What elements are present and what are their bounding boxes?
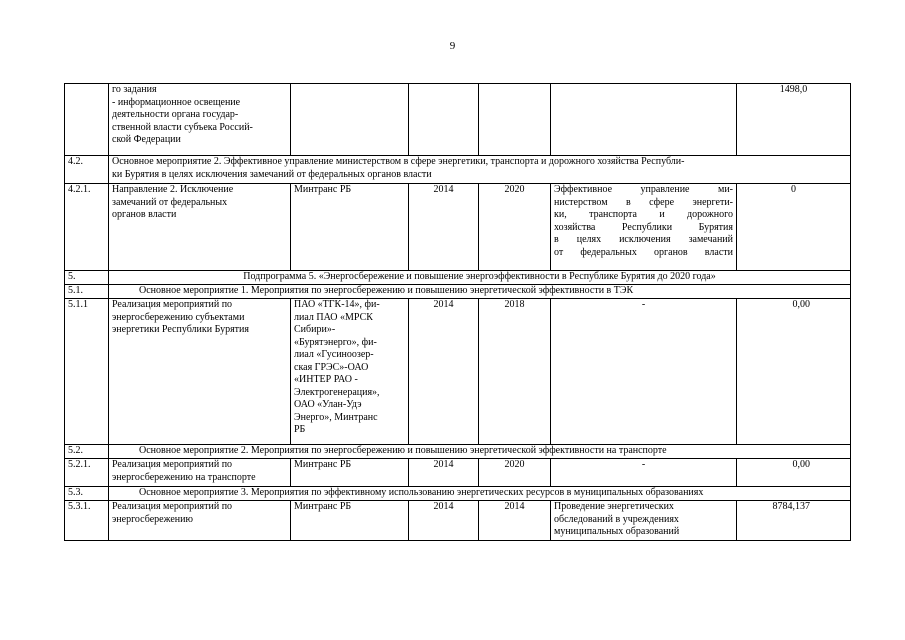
table-row bbox=[65, 184, 851, 271]
row-number-cell: 5. bbox=[65, 271, 109, 285]
row-name-cell bbox=[109, 459, 291, 487]
page-number: 9 bbox=[449, 40, 456, 52]
row-result-cell: - bbox=[551, 299, 737, 445]
row-end-cell: 2014 bbox=[479, 501, 551, 541]
row-executor-cell: Минтранс РБ bbox=[291, 459, 409, 487]
row-result-cell bbox=[551, 184, 737, 271]
row-name-cell bbox=[109, 299, 291, 445]
row-end-cell bbox=[479, 84, 551, 156]
row-end-cell: 2020 bbox=[479, 459, 551, 487]
executor-list: ПАО «ТГК-14», фи- лиал ПАО «МРСК Сибири»- «Бурятэнерго», фи- лиал «Гусиноозер- ская ГРЭС»-ОАО «ИНТЕР РАО - Электрогенерация», ОАО «Улан-Удэ Энерго», Минтранс РБ bbox=[294, 299, 380, 435]
section-heading-cell: Основное мероприятие 1. Мероприятия по энергосбережению и повышению энергетической эффективности в ТЭК bbox=[109, 285, 851, 299]
table-row bbox=[65, 487, 851, 501]
row-value-cell: 0,00 bbox=[737, 299, 851, 445]
row-number-cell: 4.2. bbox=[65, 156, 109, 184]
row-value-cell: 1498,0 bbox=[737, 84, 851, 156]
row-end-cell: 2018 bbox=[479, 299, 551, 445]
row-value-cell: 8784,137 bbox=[737, 501, 851, 541]
row-result-cell bbox=[551, 84, 737, 156]
measure-name: Реализация мероприятий по энергосбережению субъектами энергетики Республики Бурятия bbox=[112, 299, 250, 335]
row-number-cell: 5.3. bbox=[65, 487, 109, 501]
measure-name: Реализация мероприятий по энергосбережению на транспорте bbox=[112, 459, 256, 483]
row-value-cell: 0,00 bbox=[737, 459, 851, 487]
row-executor-cell: Минтранс РБ bbox=[291, 501, 409, 541]
section-heading-text: Основное мероприятие 2. Эффективное управление министерством в сфере энергетики, транспорта и дорожного хозяйства Республи- ки Бурятия в целях исключения замечаний от федеральных органов власти bbox=[112, 156, 685, 180]
row-result-cell bbox=[551, 501, 737, 541]
row-number-cell bbox=[65, 84, 109, 156]
table-row bbox=[65, 271, 851, 285]
row-number-cell: 5.1.1 bbox=[65, 299, 109, 445]
table-row bbox=[65, 299, 851, 445]
table-row bbox=[65, 84, 851, 156]
expected-result: Проведение энергетических обследований в учреждениях муниципальных образований bbox=[554, 501, 680, 537]
program-table bbox=[64, 83, 851, 541]
row-start-cell: 2014 bbox=[409, 299, 479, 445]
row-name-cell bbox=[109, 501, 291, 541]
section-heading-cell: Основное мероприятие 3. Мероприятия по эффективному использованию энергетических ресурсов в муниципальных образованиях bbox=[109, 487, 851, 501]
row-name-cell bbox=[109, 184, 291, 271]
row-value-cell: 0 bbox=[737, 184, 851, 271]
row-start-cell bbox=[409, 84, 479, 156]
table-row bbox=[65, 156, 851, 184]
row-number-cell: 4.2.1. bbox=[65, 184, 109, 271]
row-number-cell: 5.2. bbox=[65, 445, 109, 459]
row-executor-cell bbox=[291, 299, 409, 445]
row-executor-cell bbox=[291, 84, 409, 156]
section-heading-cell bbox=[109, 156, 851, 184]
table-row bbox=[65, 459, 851, 487]
table-row bbox=[65, 445, 851, 459]
measure-name: Реализация мероприятий по энергосбережению bbox=[112, 501, 233, 525]
row-number-cell: 5.3.1. bbox=[65, 501, 109, 541]
table-row bbox=[65, 501, 851, 541]
measure-name: Направление 2. Исключение замечаний от федеральных органов власти bbox=[112, 184, 234, 220]
table-row bbox=[65, 285, 851, 299]
continued-text: го задания - информационное освещение деятельности органа государ- ственной власти субъека Россий- ской Федерации bbox=[112, 84, 253, 145]
row-end-cell: 2020 bbox=[479, 184, 551, 271]
row-number-cell: 5.2.1. bbox=[65, 459, 109, 487]
expected-result: Эффективное управление ми- нистерством в сфере энергети- ки, транспорта и дорожного хозяйства Республики Бурятия в целях исключения замечаний от федеральных органов власти bbox=[554, 184, 733, 258]
row-start-cell: 2014 bbox=[409, 501, 479, 541]
row-number-cell: 5.1. bbox=[65, 285, 109, 299]
subprogram-heading-cell: Подпрограмма 5. «Энергосбережение и повышение энергоэффективности в Республике Бурятия до 2020 года» bbox=[109, 271, 851, 285]
row-executor-cell: Минтранс РБ bbox=[291, 184, 409, 271]
row-start-cell: 2014 bbox=[409, 184, 479, 271]
row-result-cell: - bbox=[551, 459, 737, 487]
section-heading-cell: Основное мероприятие 2. Мероприятия по энергосбережению и повышению энергетической эффективности на транспорте bbox=[109, 445, 851, 459]
row-start-cell: 2014 bbox=[409, 459, 479, 487]
row-name-cell bbox=[109, 84, 291, 156]
